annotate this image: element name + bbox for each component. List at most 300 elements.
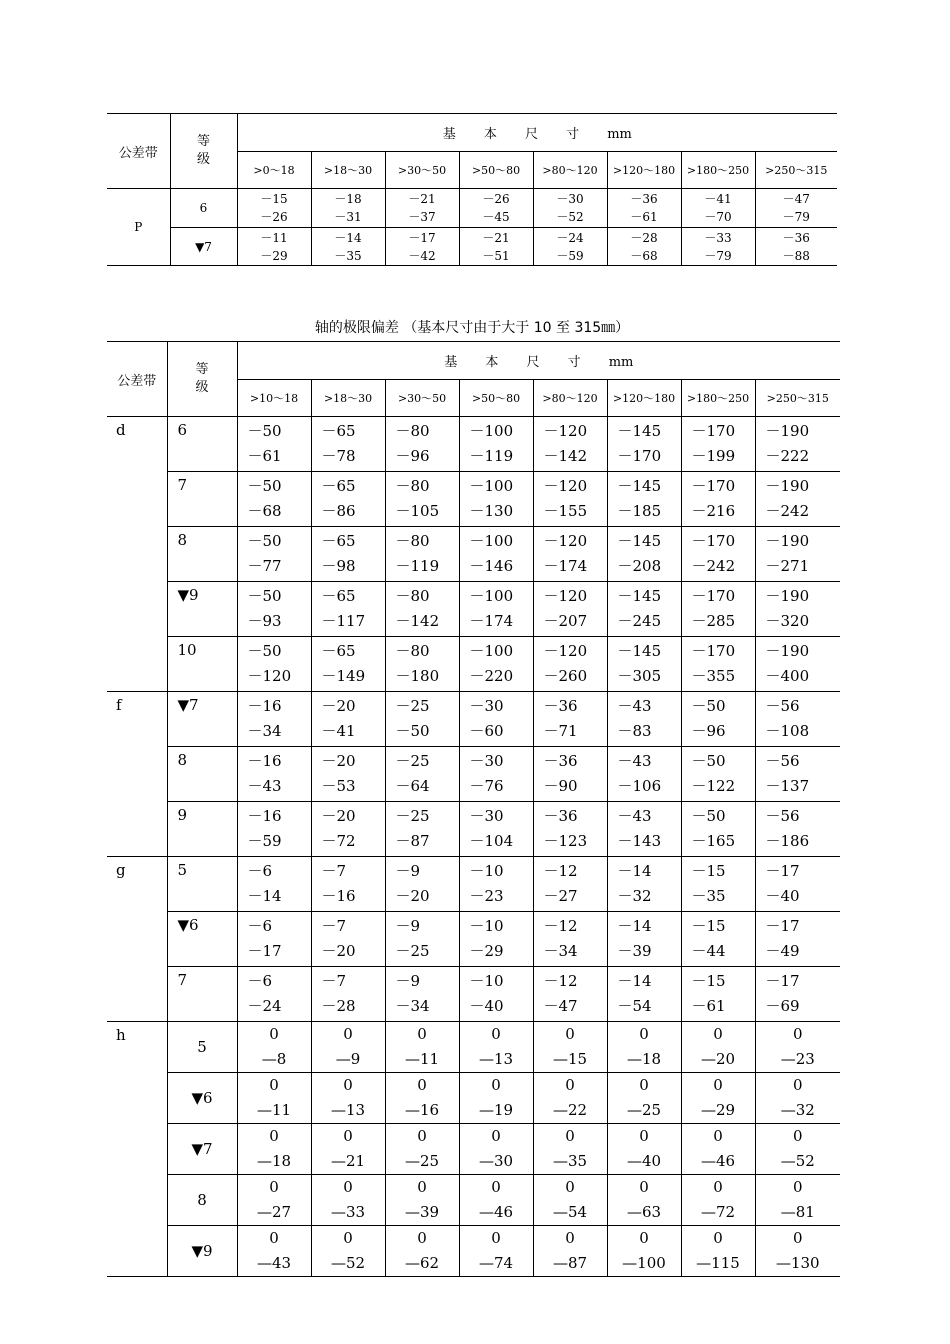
upper-deviation: －28 [630, 230, 658, 245]
deviation-cell [755, 857, 840, 912]
size-range-header: >250～315 [755, 380, 840, 417]
deviation-cell [459, 802, 533, 857]
upper-deviation: 0 [269, 1229, 279, 1247]
tolerance-band-cell: d [107, 417, 167, 692]
grade-cell: 6 [167, 417, 237, 472]
table-row [107, 1226, 840, 1277]
grade-cell: ▼7 [167, 692, 237, 747]
upper-deviation: －36 [543, 697, 578, 715]
deviation-cell [681, 1226, 755, 1277]
lower-deviation: －71 [543, 722, 578, 740]
lower-deviation: －208 [617, 557, 662, 575]
upper-deviation: －7 [321, 972, 347, 990]
deviation-cell [681, 967, 755, 1022]
upper-deviation: 0 [565, 1025, 575, 1043]
table-row [107, 527, 840, 582]
deviation-cell [459, 417, 533, 472]
lower-deviation: －25 [395, 942, 430, 960]
upper-deviation: －120 [543, 477, 588, 495]
lower-deviation: －53 [321, 777, 356, 795]
lower-deviation: －143 [617, 832, 662, 850]
lower-deviation: －165 [691, 832, 736, 850]
deviation-cell [681, 1073, 755, 1124]
lower-deviation: —130 [775, 1254, 820, 1272]
deviation-cell [311, 967, 385, 1022]
deviation-cell [681, 228, 755, 266]
size-range-header: >120～180 [607, 380, 681, 417]
lower-deviation: —13 [330, 1101, 366, 1119]
deviation-cell [311, 228, 385, 266]
lower-deviation: —63 [626, 1203, 662, 1221]
lower-deviation: －174 [469, 612, 514, 630]
lower-deviation: －88 [782, 248, 810, 263]
size-range-header: >80～120 [533, 380, 607, 417]
upper-deviation: －21 [408, 192, 436, 206]
upper-deviation: －100 [469, 422, 514, 440]
lower-deviation: －174 [543, 557, 588, 575]
deviation-cell [459, 472, 533, 527]
lower-deviation: －35 [691, 887, 726, 905]
deviation-cell [681, 189, 755, 228]
lower-deviation: －32 [617, 887, 652, 905]
grade-cell: 6 [170, 189, 237, 228]
upper-deviation: －50 [691, 807, 726, 825]
deviation-cell [533, 1124, 607, 1175]
size-range-header: >30～50 [385, 380, 459, 417]
deviation-cell [311, 1124, 385, 1175]
lower-deviation: —40 [626, 1152, 662, 1170]
lower-deviation: —74 [478, 1254, 514, 1272]
table-row [107, 582, 840, 637]
deviation-cell [459, 747, 533, 802]
deviation-cell [237, 189, 311, 228]
header-grade [170, 114, 237, 189]
upper-deviation: 0 [639, 1127, 649, 1145]
lower-deviation: －119 [469, 447, 514, 465]
lower-deviation: －29 [260, 248, 288, 263]
lower-deviation: －37 [408, 210, 436, 224]
deviation-cell [237, 582, 311, 637]
table-row [107, 1022, 840, 1073]
upper-deviation: －14 [617, 862, 652, 880]
lower-deviation: －51 [482, 248, 510, 263]
upper-deviation: －56 [765, 697, 800, 715]
deviation-cell [385, 912, 459, 967]
lower-deviation: －79 [704, 248, 732, 263]
deviation-cell [607, 747, 681, 802]
lower-deviation: －186 [765, 832, 810, 850]
upper-deviation: 0 [565, 1229, 575, 1247]
deviation-cell [755, 802, 840, 857]
upper-deviation: －9 [395, 917, 421, 935]
upper-deviation: －50 [691, 752, 726, 770]
upper-deviation: －145 [617, 532, 662, 550]
upper-deviation: 0 [793, 1229, 803, 1247]
lower-deviation: －60 [469, 722, 504, 740]
upper-deviation: －16 [247, 807, 282, 825]
deviation-cell [755, 527, 840, 582]
lower-deviation: —100 [622, 1254, 666, 1272]
lower-deviation: —43 [256, 1254, 292, 1272]
lower-deviation: －23 [469, 887, 504, 905]
deviation-cell [385, 637, 459, 692]
lower-deviation: —13 [478, 1050, 514, 1068]
upper-deviation: －17 [765, 972, 800, 990]
lower-deviation: －72 [321, 832, 356, 850]
lower-deviation: —8 [261, 1050, 287, 1068]
lower-deviation: －59 [247, 832, 282, 850]
header-grade-text: 等级 [195, 362, 209, 395]
lower-deviation: －130 [469, 502, 514, 520]
lower-deviation: —35 [552, 1152, 588, 1170]
upper-deviation: －50 [247, 532, 282, 550]
upper-deviation: 0 [793, 1178, 803, 1196]
header-tolerance-band: 公差带 [107, 114, 170, 189]
upper-deviation: －33 [704, 230, 732, 245]
lower-deviation: —18 [256, 1152, 292, 1170]
upper-deviation: 0 [417, 1127, 427, 1145]
lower-deviation: －50 [395, 722, 430, 740]
lower-deviation: －220 [469, 667, 514, 685]
grade-cell: 9 [167, 802, 237, 857]
upper-deviation: －30 [556, 192, 584, 206]
upper-deviation: －120 [543, 642, 588, 660]
lower-deviation: —30 [478, 1152, 514, 1170]
lower-deviation: —33 [330, 1203, 366, 1221]
upper-deviation: 0 [491, 1178, 501, 1196]
deviation-cell [681, 637, 755, 692]
upper-deviation: －80 [395, 642, 430, 660]
lower-deviation: —87 [552, 1254, 588, 1272]
upper-deviation: －26 [482, 192, 510, 206]
lower-deviation: －26 [260, 210, 288, 224]
deviation-cell [607, 417, 681, 472]
upper-deviation: 0 [565, 1178, 575, 1196]
lower-deviation: －29 [469, 942, 504, 960]
deviation-cell [681, 417, 755, 472]
lower-deviation: —39 [404, 1203, 440, 1221]
deviation-cell [533, 1226, 607, 1277]
grade-cell: ▼9 [167, 582, 237, 637]
deviation-cell [607, 1226, 681, 1277]
lower-deviation: －52 [556, 210, 584, 224]
lower-deviation: －108 [765, 722, 810, 740]
lower-deviation: －305 [617, 667, 662, 685]
table-row [107, 1175, 840, 1226]
upper-deviation: －17 [765, 862, 800, 880]
lower-deviation: —20 [700, 1050, 736, 1068]
deviation-cell [607, 472, 681, 527]
upper-deviation: 0 [343, 1178, 353, 1196]
lower-deviation: －149 [321, 667, 366, 685]
deviation-cell [385, 527, 459, 582]
deviation-cell [755, 747, 840, 802]
tolerance-band-cell: g [107, 857, 167, 1022]
upper-deviation: －50 [247, 587, 282, 605]
upper-deviation: －15 [691, 862, 726, 880]
upper-deviation: －30 [469, 697, 504, 715]
lower-deviation: －42 [408, 248, 436, 263]
deviation-cell [607, 1022, 681, 1073]
deviation-cell [237, 228, 311, 266]
upper-deviation: 0 [565, 1127, 575, 1145]
upper-deviation: 0 [793, 1127, 803, 1145]
deviation-cell [311, 1175, 385, 1226]
grade-cell: ▼9 [167, 1226, 237, 1277]
deviation-cell [237, 1175, 311, 1226]
deviation-cell [459, 1175, 533, 1226]
upper-deviation: －14 [617, 917, 652, 935]
upper-deviation: －16 [247, 752, 282, 770]
upper-deviation: －12 [543, 972, 578, 990]
deviation-cell [237, 527, 311, 582]
upper-deviation: －170 [691, 532, 736, 550]
upper-deviation: －120 [543, 587, 588, 605]
upper-deviation: －50 [247, 422, 282, 440]
size-range-header: >30～50 [385, 152, 459, 189]
upper-deviation: －20 [321, 807, 356, 825]
size-range-header: >50～80 [459, 152, 533, 189]
tolerance-table-p [107, 113, 837, 266]
deviation-cell [755, 1073, 840, 1124]
header-tolerance-band: 公差带 [107, 342, 167, 417]
lower-deviation: －90 [543, 777, 578, 795]
deviation-cell [755, 189, 837, 228]
deviation-cell [533, 527, 607, 582]
deviation-cell [237, 1022, 311, 1073]
upper-deviation: －120 [543, 532, 588, 550]
deviation-cell [311, 527, 385, 582]
lower-deviation: —54 [552, 1203, 588, 1221]
grade-cell: 5 [167, 857, 237, 912]
upper-deviation: 0 [269, 1127, 279, 1145]
upper-deviation: －50 [247, 642, 282, 660]
lower-deviation: —21 [330, 1152, 366, 1170]
lower-deviation: －142 [395, 612, 440, 630]
lower-deviation: －320 [765, 612, 810, 630]
deviation-cell [385, 967, 459, 1022]
upper-deviation: －16 [247, 697, 282, 715]
deviation-cell [681, 912, 755, 967]
grade-cell: 10 [167, 637, 237, 692]
deviation-cell [459, 857, 533, 912]
lower-deviation: —23 [780, 1050, 815, 1068]
grade-cell: 8 [167, 527, 237, 582]
lower-deviation: —15 [552, 1050, 588, 1068]
lower-deviation: －47 [543, 997, 578, 1015]
lower-deviation: －155 [543, 502, 588, 520]
upper-deviation: －30 [469, 752, 504, 770]
table-row [107, 912, 840, 967]
lower-deviation: －59 [556, 248, 584, 263]
grade-cell: 8 [167, 747, 237, 802]
lower-deviation: －16 [321, 887, 356, 905]
header-grade-text: 等级 [196, 134, 210, 167]
lower-deviation: －24 [247, 997, 282, 1015]
deviation-cell [385, 857, 459, 912]
table-row [107, 802, 840, 857]
deviation-cell [311, 637, 385, 692]
upper-deviation: －190 [765, 642, 810, 660]
upper-deviation: －190 [765, 477, 810, 495]
grade-cell: ▼6 [167, 1073, 237, 1124]
lower-deviation: —52 [780, 1152, 815, 1170]
shaft-deviation-table [107, 341, 840, 1277]
lower-deviation: －120 [247, 667, 292, 685]
upper-deviation: －11 [260, 230, 288, 245]
upper-deviation: －170 [691, 422, 736, 440]
lower-deviation: －20 [321, 942, 356, 960]
deviation-cell [533, 1175, 607, 1226]
upper-deviation: －145 [617, 587, 662, 605]
lower-deviation: —46 [478, 1203, 514, 1221]
deviation-cell [385, 417, 459, 472]
lower-deviation: －83 [617, 722, 652, 740]
lower-deviation: －96 [395, 447, 430, 465]
lower-deviation: —29 [700, 1101, 736, 1119]
upper-deviation: －7 [321, 862, 347, 880]
lower-deviation: －119 [395, 557, 440, 575]
deviation-cell [681, 802, 755, 857]
size-range-header: >80～120 [533, 152, 607, 189]
deviation-cell [237, 857, 311, 912]
lower-deviation: －185 [617, 502, 662, 520]
deviation-cell [755, 417, 840, 472]
upper-deviation: －20 [321, 697, 356, 715]
lower-deviation: －61 [691, 997, 726, 1015]
deviation-cell [385, 1124, 459, 1175]
upper-deviation: －10 [469, 862, 504, 880]
upper-deviation: －20 [321, 752, 356, 770]
deviation-cell [385, 802, 459, 857]
deviation-cell [533, 692, 607, 747]
lower-deviation: －122 [691, 777, 736, 795]
size-range-header: >18～30 [311, 380, 385, 417]
grade-cell: ▼7 [170, 228, 237, 266]
lower-deviation: －142 [543, 447, 588, 465]
deviation-cell [237, 692, 311, 747]
deviation-cell [459, 692, 533, 747]
upper-deviation: －10 [469, 972, 504, 990]
lower-deviation: －69 [765, 997, 800, 1015]
lower-deviation: －106 [617, 777, 662, 795]
upper-deviation: －65 [321, 422, 356, 440]
lower-deviation: －170 [617, 447, 662, 465]
tolerance-band-cell: h [107, 1022, 167, 1277]
header-basic-size: 基 本 尺 寸 mm [237, 114, 837, 152]
size-range-header: >10～18 [237, 380, 311, 417]
upper-deviation: －7 [321, 917, 347, 935]
upper-deviation: 0 [713, 1178, 723, 1196]
upper-deviation: －15 [691, 972, 726, 990]
upper-deviation: －43 [617, 697, 652, 715]
lower-deviation: －34 [395, 997, 430, 1015]
deviation-cell [681, 1124, 755, 1175]
lower-deviation: －34 [247, 722, 282, 740]
lower-deviation: －28 [321, 997, 356, 1015]
lower-deviation: —72 [700, 1203, 736, 1221]
upper-deviation: －56 [765, 807, 800, 825]
lower-deviation: －20 [395, 887, 430, 905]
upper-deviation: －100 [469, 642, 514, 660]
lower-deviation: －400 [765, 667, 810, 685]
lower-deviation: －86 [321, 502, 356, 520]
deviation-cell [459, 967, 533, 1022]
deviation-cell [459, 1226, 533, 1277]
deviation-cell [681, 527, 755, 582]
tolerance-band-cell: P [134, 220, 143, 234]
upper-deviation: －36 [543, 752, 578, 770]
deviation-cell [533, 857, 607, 912]
deviation-cell [607, 527, 681, 582]
table-row [107, 472, 840, 527]
upper-deviation: －14 [617, 972, 652, 990]
upper-deviation: －56 [765, 752, 800, 770]
deviation-cell [533, 637, 607, 692]
upper-deviation: 0 [343, 1025, 353, 1043]
deviation-cell [607, 692, 681, 747]
upper-deviation: －43 [617, 752, 652, 770]
deviation-cell [755, 228, 837, 266]
deviation-cell [533, 967, 607, 1022]
deviation-cell [311, 857, 385, 912]
deviation-cell [311, 1073, 385, 1124]
deviation-cell [459, 582, 533, 637]
upper-deviation: －36 [630, 192, 658, 206]
lower-deviation: －137 [765, 777, 810, 795]
lower-deviation: —27 [256, 1203, 292, 1221]
table-row [107, 967, 840, 1022]
grade-cell: ▼7 [167, 1124, 237, 1175]
lower-deviation: －64 [395, 777, 430, 795]
deviation-cell [385, 747, 459, 802]
upper-deviation: 0 [713, 1229, 723, 1247]
upper-deviation: －41 [704, 192, 732, 206]
tolerance-band-cell: f [107, 692, 167, 857]
upper-deviation: 0 [713, 1127, 723, 1145]
upper-deviation: 0 [793, 1076, 803, 1094]
lower-deviation: －39 [617, 942, 652, 960]
upper-deviation: 0 [417, 1076, 427, 1094]
upper-deviation: －6 [247, 972, 273, 990]
deviation-cell [607, 189, 681, 228]
lower-deviation: －96 [691, 722, 726, 740]
lower-deviation: －45 [482, 210, 510, 224]
deviation-cell [533, 1073, 607, 1124]
deviation-cell [607, 967, 681, 1022]
upper-deviation: －100 [469, 477, 514, 495]
deviation-cell [459, 1073, 533, 1124]
lower-deviation: —81 [780, 1203, 815, 1221]
upper-deviation: －120 [543, 422, 588, 440]
deviation-cell [311, 417, 385, 472]
lower-deviation: －43 [247, 777, 282, 795]
deviation-cell [755, 637, 840, 692]
upper-deviation: 0 [269, 1025, 279, 1043]
deviation-cell [385, 1073, 459, 1124]
deviation-cell [681, 857, 755, 912]
upper-deviation: 0 [343, 1076, 353, 1094]
header-grade [167, 342, 237, 417]
upper-deviation: －15 [260, 192, 288, 206]
lower-deviation: —32 [780, 1101, 815, 1119]
deviation-cell [237, 802, 311, 857]
lower-deviation: —25 [404, 1152, 440, 1170]
size-range-header: >180～250 [681, 152, 755, 189]
deviation-cell [237, 1124, 311, 1175]
deviation-cell [607, 912, 681, 967]
deviation-cell [607, 228, 681, 266]
